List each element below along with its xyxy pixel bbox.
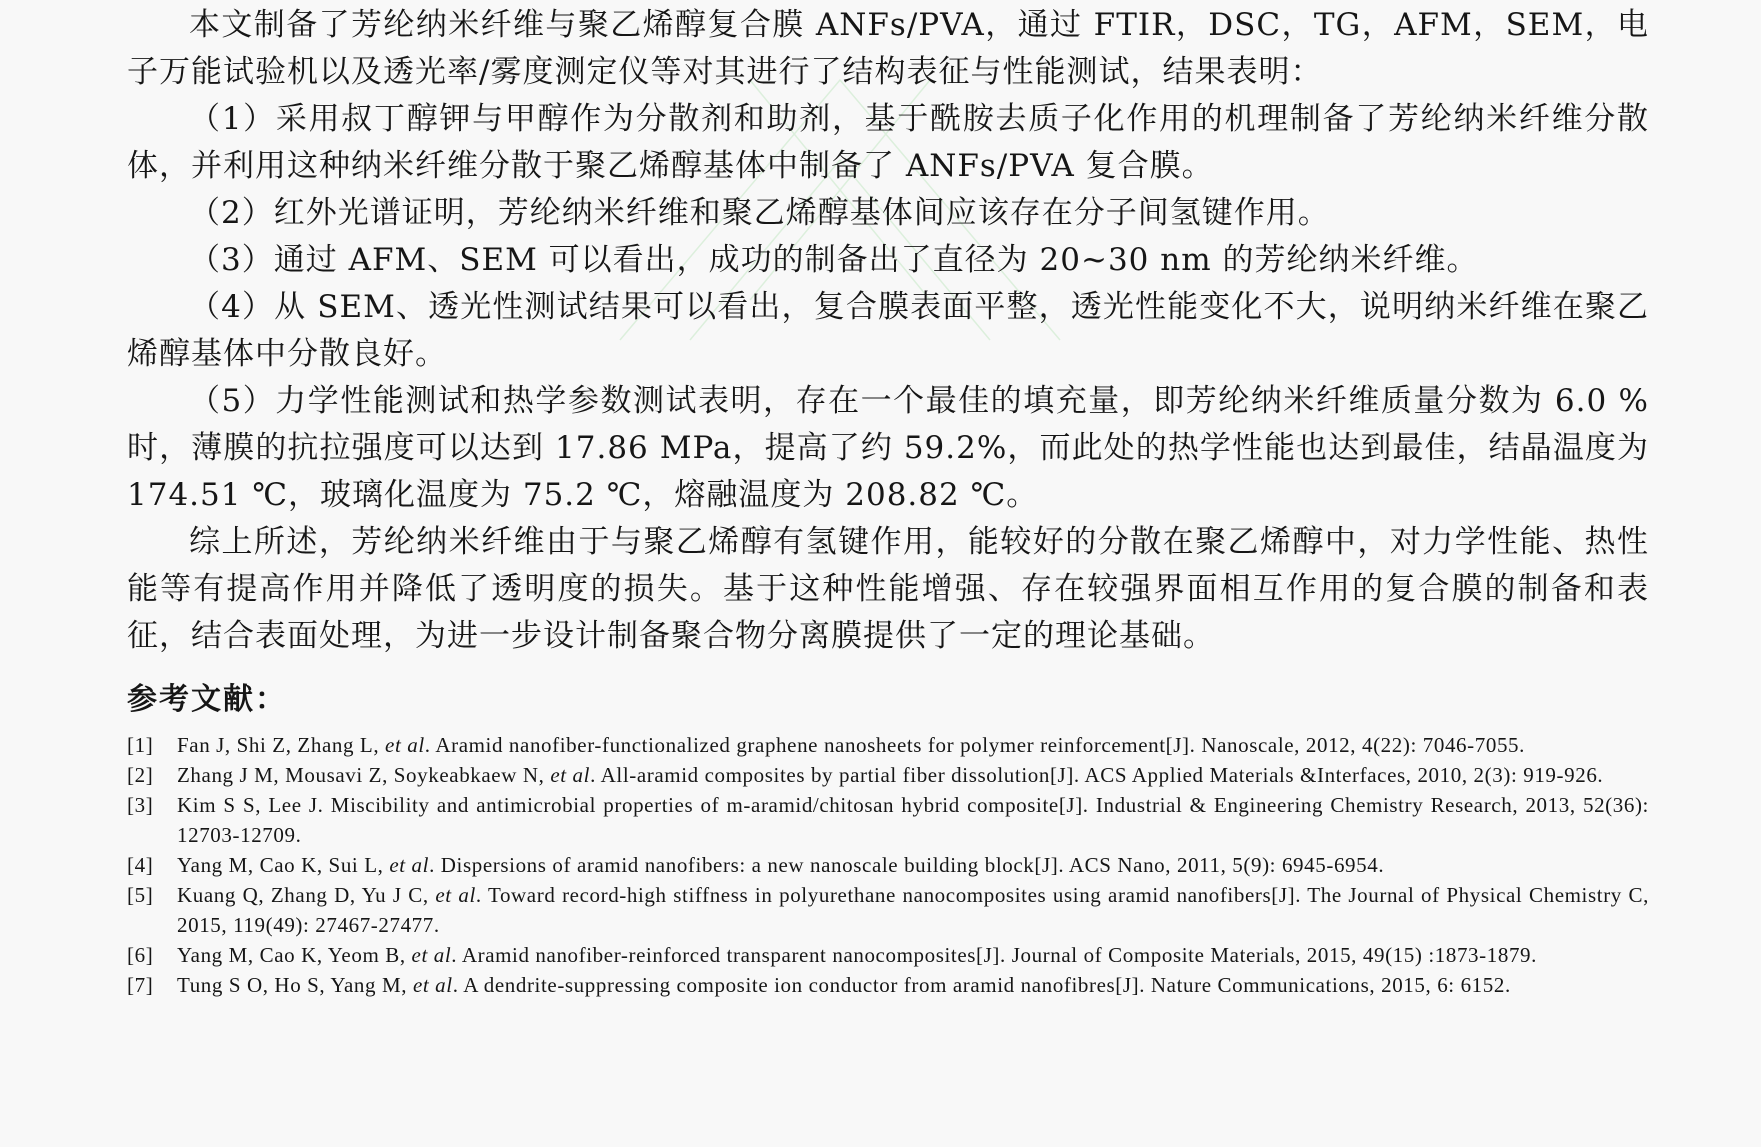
conclusion-summary: 综上所述，芳纶纳米纤维由于与聚乙烯醇有氢键作用，能较好的分散在聚乙烯醇中，对力学性能、热性能等有提高作用并降低了透明度的损失。基于这种性能增强、存在较强界面相互作用的复合膜的制备和表征，结合表面处理，为进一步设计制备聚合物分离膜提供了一定的理论基础。 — [127, 524, 1649, 654]
reference-et-al: et al — [550, 763, 591, 787]
conclusion-point-4: （4）从 SEM、透光性测试结果可以看出，复合膜表面平整，透光性能变化不大，说明纳米纤维在聚乙烯醇基体中分散良好。 — [127, 289, 1649, 372]
reference-citation: . Aramid nanofiber-functionalized graphene nanosheets for polymer reinforcement[J]. Nanoscale, 2012, 4(22): 7046-7055. — [424, 733, 1525, 757]
conclusion-point-3: （3）通过 AFM、SEM 可以看出，成功的制备出了直径为 20~30 nm 的芳纶纳米纤维。 — [189, 242, 1479, 278]
paper-page — [127, 0, 1649, 1000]
reference-et-al: et al — [411, 943, 452, 967]
reference-item — [127, 760, 1649, 790]
reference-authors: Kim S S, Lee J. Miscibility and antimicrobial properties of m-aramid/chitosan hybrid composite[J]. Industrial & Engineering Chemistry Research, 2013, 52(36): 12703-12709. — [177, 793, 1649, 847]
reference-number: [7] — [127, 973, 154, 997]
reference-authors: Yang M, Cao K, Sui L, — [177, 853, 390, 877]
reference-citation: . Aramid nanofiber-reinforced transparent nanocomposites[J]. Journal of Composite Materials, 2015, 49(15) :1873-1879. — [451, 943, 1537, 967]
reference-citation: . Toward record-high stiffness in polyurethane nanocomposites using aramid nanofibers[J]. The Journal of Physical Chemistry C, 2015, 119(49): 27467-27477. — [177, 883, 1649, 937]
reference-et-al: et al — [385, 733, 425, 757]
reference-item — [127, 940, 1649, 970]
reference-authors: Tung S O, Ho S, Yang M, — [177, 973, 413, 997]
conclusion-point-1: （1）采用叔丁醇钾与甲醇作为分散剂和助剂，基于酰胺去质子化作用的机理制备了芳纶纳米纤维分散体，并利用这种纳米纤维分散于聚乙烯醇基体中制备了 ANFs/PVA 复合膜。 — [127, 101, 1649, 184]
reference-number: [2] — [127, 763, 154, 787]
conclusion-intro: 本文制备了芳纶纳米纤维与聚乙烯醇复合膜 ANFs/PVA，通过 FTIR，DSC，TG，AFM，SEM，电子万能试验机以及透光率/雾度测定仪等对其进行了结构表征与性能测试，结果表明： — [127, 7, 1649, 90]
reference-authors: Fan J, Shi Z, Zhang L, — [177, 733, 386, 757]
reference-item — [127, 850, 1649, 880]
reference-number: [5] — [127, 883, 154, 907]
reference-item — [127, 790, 1649, 850]
references-list — [127, 730, 1649, 1000]
reference-citation: . Dispersions of aramid nanofibers: a new nanoscale building block[J]. ACS Nano, 2011, 5(9): 6945-6954. — [429, 853, 1385, 877]
reference-citation: . A dendrite-suppressing composite ion conductor from aramid nanofibres[J]. Nature Communications, 2015, 6: 6152. — [452, 973, 1511, 997]
reference-authors: Yang M, Cao K, Yeom B, — [177, 943, 412, 967]
reference-item — [127, 880, 1649, 940]
reference-authors: Kuang Q, Zhang D, Yu J C, — [177, 883, 436, 907]
conclusion-point-5: （5）力学性能测试和热学参数测试表明，存在一个最佳的填充量，即芳纶纳米纤维质量分数为 6.0 %时，薄膜的抗拉强度可以达到 17.86 MPa，提高了约 59.2%，而此处的热学性能也达到最佳，结晶温度为 174.51 ℃，玻璃化温度为 75.2 ℃，熔融温度为 208.82 ℃。 — [127, 383, 1649, 513]
reference-item — [127, 730, 1649, 760]
conclusion-point-2: （2）红外光谱证明，芳纶纳米纤维和聚乙烯醇基体间应该存在分子间氢键作用。 — [189, 195, 1330, 231]
reference-et-al: et al — [412, 973, 453, 997]
reference-number: [6] — [127, 943, 154, 967]
reference-number: [3] — [127, 793, 154, 817]
reference-item — [127, 970, 1649, 1000]
reference-authors: Zhang J M, Mousavi Z, Soykeabkaew N, — [177, 763, 551, 787]
reference-number: [1] — [127, 733, 154, 757]
reference-et-al: et al — [389, 853, 430, 877]
reference-citation: . All-aramid composites by partial fiber dissolution[J]. ACS Applied Materials &Interfaces, 2010, 2(3): 919-926. — [590, 763, 1604, 787]
references-heading: 参考文献： — [127, 682, 287, 717]
reference-et-al: et al — [435, 883, 476, 907]
reference-number: [4] — [127, 853, 154, 877]
